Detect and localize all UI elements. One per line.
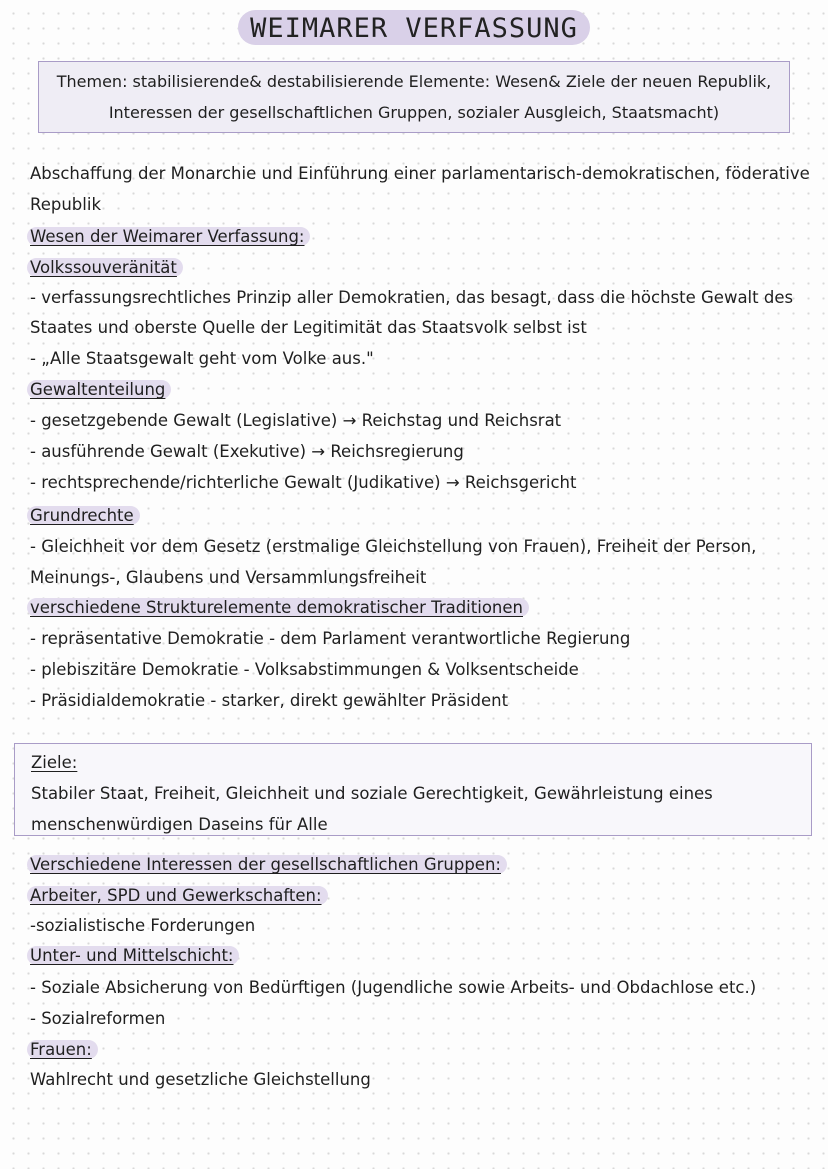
interessen-heading xyxy=(30,854,507,876)
mittel-heading-text: Unter- und Mittelschicht: xyxy=(27,946,239,965)
title-wrapper xyxy=(0,10,828,45)
frauen-heading-text: Frauen: xyxy=(27,1040,98,1059)
intro-line: Abschaffung der Monarchie und Einführung einer parlamentarisch-demokratischen, föderative xyxy=(30,164,810,183)
frauen-line: Wahlrecht und gesetzliche Gleichstellung xyxy=(30,1070,371,1089)
goals-heading-text: Ziele: xyxy=(31,753,78,772)
struktur-line: - plebiszitäre Demokratie - Volksabstimmungen & Volksentscheide xyxy=(30,660,579,679)
grund-heading xyxy=(30,505,140,527)
goals-heading xyxy=(31,752,77,774)
volk-heading-text: Volkssouveränität xyxy=(27,258,183,277)
volk-line: - „Alle Staatsgewalt geht vom Volke aus." xyxy=(30,349,374,368)
goals-box xyxy=(14,743,812,836)
grund-line: Meinungs-, Glaubens und Versammlungsfreiheit xyxy=(30,568,427,587)
page-title: WEIMARER VERFASSUNG xyxy=(238,10,590,45)
arbeiter-line: -sozialistische Forderungen xyxy=(30,916,256,935)
goals-line: Stabiler Staat, Freiheit, Gleichheit und soziale Gerechtigkeit, Gewährleistung eines xyxy=(31,784,713,803)
goals-line: menschenwürdigen Daseins für Alle xyxy=(31,815,328,834)
arbeiter-heading xyxy=(30,885,328,907)
gewalt-line: - ausführende Gewalt (Exekutive) → Reichsregierung xyxy=(30,442,464,461)
mittel-heading xyxy=(30,945,239,967)
grund-heading-text: Grundrechte xyxy=(27,506,140,525)
frauen-heading xyxy=(30,1039,98,1061)
gewalt-heading xyxy=(30,379,171,401)
intro-line: Republik xyxy=(30,195,102,214)
mittel-line: - Soziale Absicherung von Bedürftigen (Jugendliche sowie Arbeits- und Obdachlose etc.) xyxy=(30,978,757,997)
interessen-heading-text: Verschiedene Interessen der gesellschaftlichen Gruppen: xyxy=(27,855,507,874)
mittel-line: - Sozialreformen xyxy=(30,1009,166,1028)
volk-line: - verfassungsrechtliches Prinzip aller Demokratien, das besagt, dass die höchste Gewalt des xyxy=(30,288,794,307)
volk-heading xyxy=(30,257,183,279)
arbeiter-heading-text: Arbeiter, SPD und Gewerkschaften: xyxy=(27,886,328,905)
wesen-heading xyxy=(30,226,310,248)
topics-box xyxy=(38,61,790,133)
struktur-line: - Präsidialdemokratie - starker, direkt gewählter Präsident xyxy=(30,691,509,710)
grund-line: - Gleichheit vor dem Gesetz (erstmalige Gleichstellung von Frauen), Freiheit der Person, xyxy=(30,537,757,556)
gewalt-line: - rechtsprechende/richterliche Gewalt (Judikative) → Reichsgericht xyxy=(30,473,577,492)
topics-line: Interessen der gesellschaftlichen Gruppen, sozialer Ausgleich, Staatsmacht) xyxy=(108,103,720,122)
struktur-line: - repräsentative Demokratie - dem Parlament verantwortliche Regierung xyxy=(30,629,631,648)
struktur-heading-text: verschiedene Strukturelemente demokratischer Traditionen xyxy=(27,598,529,617)
wesen-heading-text: Wesen der Weimarer Verfassung: xyxy=(27,227,310,246)
volk-line: Staates und oberste Quelle der Legitimität das Staatsvolk selbst ist xyxy=(30,318,587,337)
topics-line: Themen: stabilisierende& destabilisierende Elemente: Wesen& Ziele der neuen Republik, xyxy=(56,72,772,91)
gewalt-heading-text: Gewaltenteilung xyxy=(27,380,171,399)
struktur-heading xyxy=(30,597,529,619)
gewalt-line: - gesetzgebende Gewalt (Legislative) → Reichstag und Reichsrat xyxy=(30,411,562,430)
